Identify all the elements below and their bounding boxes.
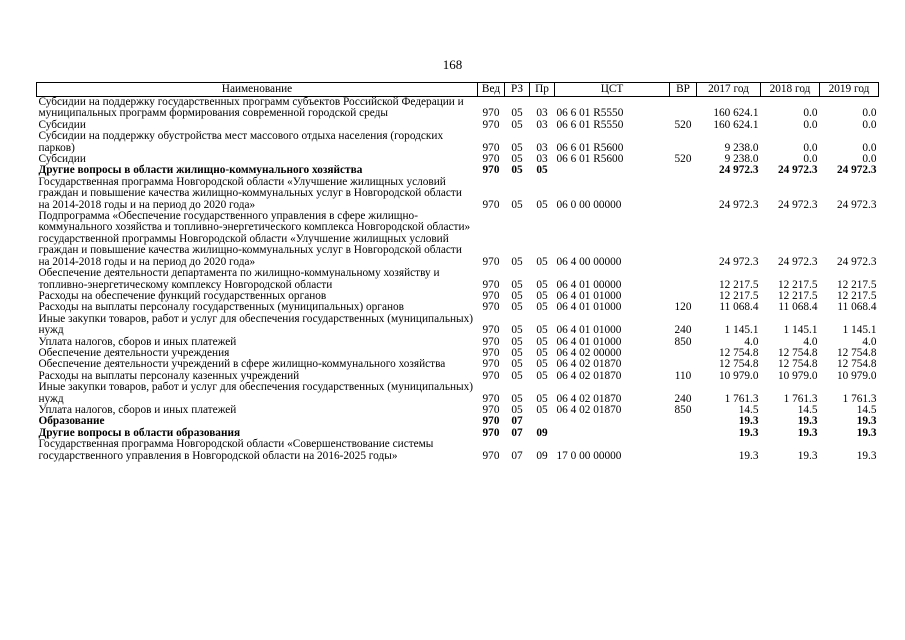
cell-name: Иные закупки товаров, работ и услуг для обеспечения государственных (муниципальных) нужд (38, 381, 474, 405)
cell-cst: 06 4 02 01870 (556, 358, 622, 371)
cell-vr (670, 131, 697, 154)
cell-2018: 19.3 (797, 449, 818, 462)
cell-2018: 14.5 (797, 403, 818, 416)
cell-2019: 1 145.1 (842, 324, 877, 337)
cell-2017: 160 624.1 (713, 118, 759, 131)
table-body (37, 97, 879, 463)
cell-pr: 05 (536, 335, 548, 348)
cell-rz: 05 (511, 118, 523, 131)
header-name: Наименование (37, 83, 478, 97)
cell-pr: 05 (536, 164, 548, 177)
cell-pr: 05 (536, 324, 548, 337)
cell-2019: 12 754.8 (836, 346, 877, 359)
cell-ved: 970 (482, 118, 500, 131)
cell-2017: 24 972.3 (718, 164, 759, 177)
cell-2019: 0.0 (862, 107, 877, 120)
cell-2019: 19.3 (856, 449, 877, 462)
cell-ved: 970 (482, 324, 500, 337)
cell-2017: 24 972.3 (718, 198, 759, 211)
cell-pr: 05 (536, 255, 548, 268)
cell-ved: 970 (482, 255, 500, 268)
cell-2019: 24 972.3 (836, 255, 877, 268)
cell-name: Субсидии на поддержку государственных программ субъектов Российской Федерации и муниципальных программ формирования современной городской среды (38, 96, 464, 120)
cell-vr: 850 (674, 335, 692, 348)
cell-pr: 03 (536, 141, 548, 154)
cell-ved: 970 (482, 301, 500, 314)
cell-2017: 19.3 (738, 449, 759, 462)
cell-rz: 05 (511, 164, 523, 177)
cell-2019: 10 979.0 (836, 369, 877, 382)
cell-2018: 1 761.3 (783, 392, 818, 405)
cell-2017: 9 238.0 (724, 141, 759, 154)
header-vr: ВР (670, 83, 697, 97)
cell-name: Государственная программа Новгородской области «Улучшение жилищных условий граждан и повышение качества жилищно-коммунальных услуг в Новгородской области на 2014-2018 годы и на период до 2020 года» (38, 175, 462, 211)
cell-ved: 970 (482, 449, 500, 462)
cell-pr: 09 (536, 426, 548, 439)
cell-vr (670, 97, 697, 120)
cell-vr (670, 268, 697, 291)
cell-rz: 05 (511, 369, 523, 382)
cell-name: Подпрограмма «Обеспечение государственного управления в сфере жилищно-коммунального хозяйства и топливно-энергетического комплекса Новгородской области» государственной программы Новгородской области «Улучшение жилищных условий граждан и повышение качества жилищно-коммунальных услуг в Новгородской области на 2014-2018 годы и на период до 2020 года» (38, 210, 471, 268)
cell-ved: 970 (482, 346, 500, 359)
cell-name: Субсидии (38, 118, 86, 131)
cell-ved: 970 (482, 141, 500, 154)
cell-name: Государственная программа Новгородской области «Совершенствование системы государственного управления в Новгородской области на 2016-2025 годы» (38, 438, 434, 462)
cell-2017: 9 238.0 (724, 153, 759, 166)
cell-2019: 1 761.3 (842, 392, 877, 405)
header-rz: РЗ (505, 83, 530, 97)
cell-ved: 970 (482, 369, 500, 382)
cell-pr: 05 (536, 358, 548, 371)
cell-2019: 12 754.8 (836, 358, 877, 371)
cell-rz: 05 (511, 198, 523, 211)
cell-ved: 970 (482, 278, 500, 291)
cell-2017: 12 217.5 (718, 289, 759, 302)
cell-vr (670, 428, 697, 439)
cell-pr: 05 (536, 198, 548, 211)
cell-cst: 06 6 01 R5600 (556, 153, 624, 166)
cell-2017: 12 754.8 (718, 358, 759, 371)
cell-2018: 19.3 (797, 415, 818, 428)
table-row (37, 97, 879, 120)
cell-rz: 05 (511, 255, 523, 268)
cell-pr: 05 (536, 403, 548, 416)
cell-2018: 1 145.1 (783, 324, 818, 337)
cell-ved: 970 (482, 335, 500, 348)
cell-name: Другие вопросы в области жилищно-коммунального хозяйства (38, 164, 363, 177)
cell-ved: 970 (482, 164, 500, 177)
cell-cst (555, 428, 670, 439)
cell-cst: 17 0 00 00000 (556, 449, 622, 462)
cell-vr: 850 (674, 403, 692, 416)
cell-2017: 1 761.3 (724, 392, 759, 405)
cell-name: Образование (38, 415, 105, 428)
cell-rz: 05 (511, 346, 523, 359)
table-row (37, 382, 879, 405)
cell-pr: 09 (536, 449, 548, 462)
cell-2018: 0.0 (803, 141, 818, 154)
cell-2019: 24 972.3 (836, 198, 877, 211)
cell-2019: 0.0 (862, 141, 877, 154)
cell-vr (670, 211, 697, 268)
cell-rz: 05 (511, 324, 523, 337)
cell-pr: 05 (536, 289, 548, 302)
cell-rz: 07 (511, 449, 523, 462)
cell-pr: 05 (536, 301, 548, 314)
cell-2018: 12 754.8 (777, 358, 818, 371)
table-row (37, 131, 879, 154)
cell-cst (555, 416, 670, 427)
cell-cst: 06 4 02 00000 (556, 346, 622, 359)
cell-rz: 05 (511, 153, 523, 166)
cell-pr: 03 (536, 107, 548, 120)
cell-name: Обеспечение деятельности учреждения (38, 346, 230, 359)
cell-pr: 03 (536, 118, 548, 131)
cell-cst: 06 0 00 00000 (556, 198, 622, 211)
header-ved: Вед (478, 83, 505, 97)
cell-rz: 07 (511, 426, 523, 439)
page-number: 168 (442, 57, 463, 72)
table-header-row (37, 83, 879, 97)
cell-name: Иные закупки товаров, работ и услуг для обеспечения государственных (муниципальных) нужд (38, 312, 474, 337)
header-cst: ЦСТ (555, 83, 670, 97)
cell-vr (670, 177, 697, 211)
cell-2019: 19.3 (856, 426, 877, 439)
cell-cst: 06 4 02 01870 (556, 369, 622, 382)
cell-name: Субсидии (38, 153, 86, 166)
table-row (37, 314, 879, 337)
cell-2018: 12 217.5 (777, 278, 818, 291)
cell-2018: 0.0 (803, 107, 818, 120)
cell-2018: 19.3 (797, 426, 818, 439)
cell-2017: 1 145.1 (724, 324, 759, 337)
header-2018: 2018 год (761, 83, 820, 97)
cell-vr: 240 (674, 324, 692, 337)
cell-ved: 970 (482, 392, 500, 405)
cell-name: Обеспечение деятельности учреждений в сфере жилищно-коммунального хозяйства (38, 358, 446, 371)
table-row (37, 268, 879, 291)
cell-cst: 06 6 01 R5550 (556, 107, 624, 120)
cell-2017: 160 624.1 (713, 107, 759, 120)
cell-2018: 24 972.3 (777, 198, 818, 211)
cell-cst: 06 4 01 00000 (556, 278, 622, 291)
cell-vr (670, 348, 697, 359)
cell-ved: 970 (482, 426, 500, 439)
cell-vr: 240 (674, 392, 692, 405)
cell-2017: 12 217.5 (718, 278, 759, 291)
cell-cst: 06 4 01 01000 (556, 301, 622, 314)
cell-rz: 05 (511, 107, 523, 120)
cell-name: Расходы на выплаты персоналу государственных (муниципальных) органов (38, 301, 404, 314)
cell-vr (670, 416, 697, 427)
table-row (37, 439, 879, 462)
cell-ved: 970 (482, 403, 500, 416)
cell-2017: 12 754.8 (718, 346, 759, 359)
cell-vr: 110 (674, 369, 692, 382)
cell-pr: 05 (536, 392, 548, 405)
cell-vr: 520 (674, 153, 692, 166)
cell-2018: 11 068.4 (778, 301, 818, 314)
cell-vr: 520 (674, 118, 692, 131)
cell-cst: 06 4 01 01000 (556, 335, 622, 348)
cell-rz: 05 (511, 301, 523, 314)
cell-pr: 05 (536, 346, 548, 359)
cell-2019: 4.0 (862, 335, 877, 348)
budget-table (36, 82, 879, 462)
cell-2018: 12 754.8 (777, 346, 818, 359)
cell-rz: 05 (511, 392, 523, 405)
cell-name: Другие вопросы в области образования (38, 426, 241, 439)
cell-2018: 10 979.0 (777, 369, 818, 382)
header-2017: 2017 год (697, 83, 761, 97)
cell-rz: 05 (511, 289, 523, 302)
cell-2019: 24 972.3 (836, 164, 877, 177)
cell-2019: 0.0 (862, 153, 877, 166)
cell-2019: 12 217.5 (836, 289, 877, 302)
cell-cst: 06 4 02 01870 (556, 392, 622, 405)
cell-2019: 11 068.4 (837, 301, 877, 314)
cell-rz: 05 (511, 335, 523, 348)
cell-vr (670, 165, 697, 176)
header-pr: Пр (530, 83, 555, 97)
cell-rz: 05 (511, 358, 523, 371)
cell-2017: 19.3 (738, 426, 759, 439)
cell-2017: 19.3 (738, 415, 759, 428)
cell-2018: 4.0 (803, 335, 818, 348)
table-row (37, 177, 879, 211)
cell-name: Уплата налогов, сборов и иных платежей (38, 403, 237, 416)
cell-ved: 970 (482, 415, 500, 428)
cell-rz: 05 (511, 141, 523, 154)
cell-vr: 120 (674, 301, 692, 314)
cell-name: Субсидии на поддержку обустройства мест массового отдыха населения (городских парков) (38, 130, 444, 154)
cell-2017: 14.5 (738, 403, 759, 416)
cell-pr: 05 (536, 278, 548, 291)
table-row (37, 302, 879, 313)
cell-ved: 970 (482, 107, 500, 120)
cell-ved: 970 (482, 289, 500, 302)
cell-name: Расходы на выплаты персоналу казенных учреждений (38, 369, 300, 382)
cell-rz: 07 (511, 415, 523, 428)
header-2019: 2019 год (820, 83, 879, 97)
cell-cst (555, 165, 670, 176)
cell-cst: 06 4 01 01000 (556, 289, 622, 302)
cell-2018: 12 217.5 (777, 289, 818, 302)
cell-name: Расходы на обеспечение функций государственных органов (38, 289, 327, 302)
cell-vr (670, 439, 697, 462)
cell-2018: 0.0 (803, 118, 818, 131)
cell-2019: 0.0 (862, 118, 877, 131)
cell-2019: 12 217.5 (836, 278, 877, 291)
cell-2017: 4.0 (744, 335, 759, 348)
cell-cst: 06 6 01 R5600 (556, 141, 624, 154)
cell-cst: 06 6 01 R5550 (556, 118, 624, 131)
cell-cst: 06 4 01 01000 (556, 324, 622, 337)
cell-pr: 03 (536, 153, 548, 166)
cell-ved: 970 (482, 198, 500, 211)
cell-2019: 14.5 (856, 403, 877, 416)
cell-2017: 11 068.4 (719, 301, 759, 314)
cell-rz: 05 (511, 403, 523, 416)
cell-cst: 06 4 00 00000 (556, 255, 622, 268)
cell-rz: 05 (511, 278, 523, 291)
cell-2018: 24 972.3 (777, 164, 818, 177)
cell-cst: 06 4 02 01870 (556, 403, 622, 416)
cell-2017: 10 979.0 (718, 369, 759, 382)
cell-name: Уплата налогов, сборов и иных платежей (38, 335, 237, 348)
cell-ved: 970 (482, 358, 500, 371)
cell-name: Обеспечение деятельности департамента по жилищно-коммунальному хозяйству и топливно-энергетическому комплексу Новгородской области (38, 267, 440, 291)
cell-2017: 24 972.3 (718, 255, 759, 268)
cell-pr: 05 (536, 369, 548, 382)
cell-2018: 24 972.3 (777, 255, 818, 268)
cell-2018: 0.0 (803, 153, 818, 166)
cell-2019: 19.3 (856, 415, 877, 428)
table-row (37, 211, 879, 268)
cell-ved: 970 (482, 153, 500, 166)
